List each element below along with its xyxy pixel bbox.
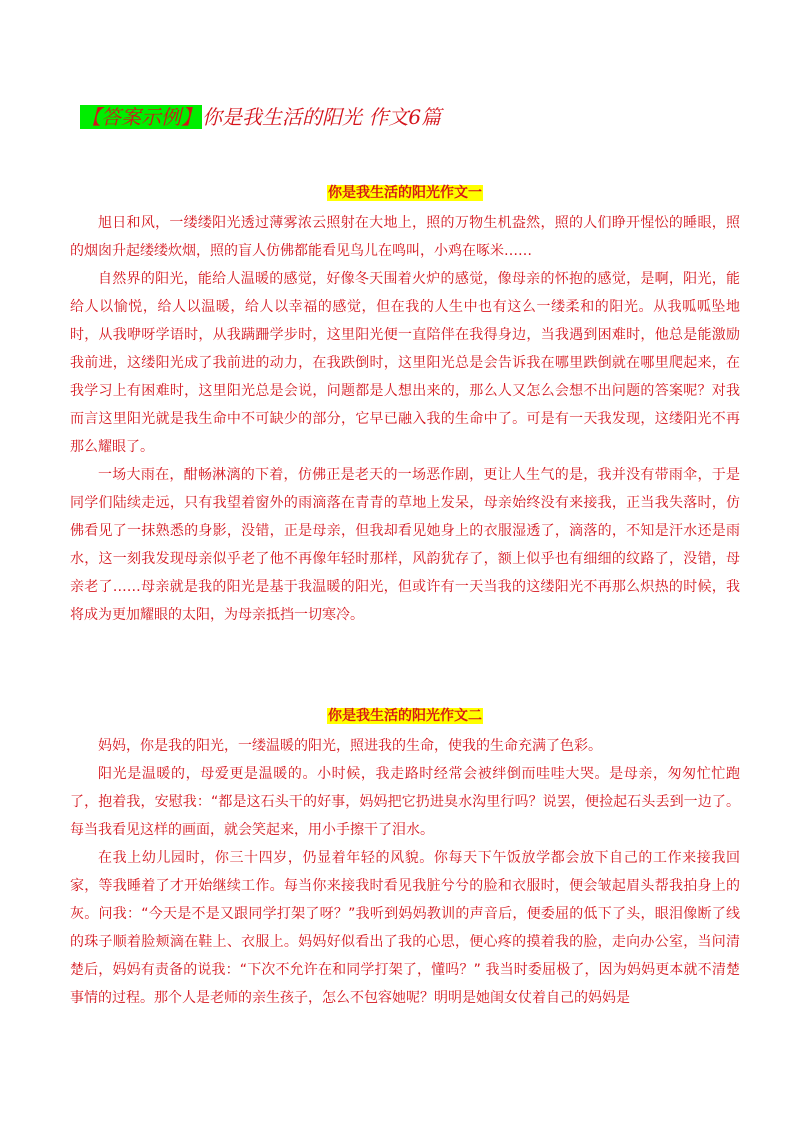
section-heading-text: 你是我生活的阳光作文一 <box>328 185 482 201</box>
title-tag: 【答案示例】 <box>81 105 201 129</box>
document-title <box>80 104 441 130</box>
title-text: 你是我生活的阳光 作文6篇 <box>202 105 442 129</box>
section-heading-text: 你是我生活的阳光作文二 <box>328 708 482 724</box>
paragraph: 自然界的阳光，能给人温暖的感觉，好像冬天围着火炉的感觉，像母亲的怀抱的感觉，是啊，阳光，能给人以愉悦，给人以温暖，给人以幸福的感觉，但在我的人生中也有这么一缕柔和的阳光。从我呱呱坠地时，从我咿呀学语时，从我蹒跚学步时，这里阳光便一直陪伴在我得身边，当我遇到困难时，他总是能激励我前进，这缕阳光成了我前进的动力，在我跌倒时，这里阳光总是会告诉我在哪里跌倒就在哪里爬起来，在我学习上有困难时，这里阳光总是会说，问题都是人想出来的，那么人又怎么会想不出问题的答案呢？对我而言这里阳光就是我生命中不可缺少的部分，它早已融入我的生命中了。可是有一天我发现，这缕阳光不再那么耀眼了。 <box>70 271 740 455</box>
paragraph: 阳光是温暖的，母爱更是温暖的。小时候，我走路时经常会被绊倒而哇哇大哭。是母亲，匆匆忙忙跑了，抱着我，安慰我：“都是这石头干的好事，妈妈把它扔进臭水沟里行吗？说罢，便捡起石头丢到一边了。每当我看见这样的画面，就会笑起来，用小手擦干了泪水。 <box>70 766 740 838</box>
section-body-1 <box>70 209 740 629</box>
paragraph: 旭日和风，一缕缕阳光透过薄雾浓云照射在大地上，照的万物生机盎然，照的人们睁开惺忪的睡眼，照的烟囱升起缕缕炊烟，照的盲人仿佛都能看见鸟儿在鸣叫，小鸡在啄米…… <box>70 215 740 259</box>
section-body-2 <box>70 732 740 1012</box>
paragraph: 一场大雨在，酣畅淋漓的下着，仿佛正是老天的一场恶作剧，更让人生气的是，我并没有带雨伞，于是同学们陆续走远，只有我望着窗外的雨滴落在青青的草地上发呆，母亲始终没有来接我，正当我失落时，仿佛看见了一抹熟悉的身影，没错，正是母亲，但我却看见她身上的衣服湿透了，滴落的，不知是汗水还是雨水，这一刻我发现母亲似乎老了他不再像年轻时那样，风韵犹存了，额上似乎也有细细的纹路了，没错，母亲老了……母亲就是我的阳光是基于我温暖的阳光，但或许有一天当我的这缕阳光不再那么炽热的时候，我将成为更加耀眼的太阳，为母亲抵挡一切寒冷。 <box>70 467 740 623</box>
section-heading-1 <box>70 183 740 203</box>
paragraph: 在我上幼儿园时，你三十四岁，仍显着年轻的风貌。你每天下午饭放学都会放下自己的工作来接我回家，等我睡着了才开始继续工作。每当你来接我时看见我脏兮兮的脸和衣服时，便会皱起眉头帮我拍身上的灰。问我：“今天是不是又跟同学打架了呀？”我听到妈妈教训的声音后，便委屈的低下了头，眼泪像断了线的珠子顺着脸颊滴在鞋上、衣服上。妈妈好似看出了我的心思，便心疼的摸着我的脸，走向办公室，当问清楚后，妈妈有责备的说我：“下次不允许在和同学打架了，懂吗？” 我当时委屈极了，因为妈妈更本就不清楚事情的过程。那个人是老师的亲生孩子，怎么不包容她呢？明明是她闺女仗着自己的妈妈是 <box>70 850 740 1006</box>
paragraph: 妈妈，你是我的阳光，一缕温暖的阳光，照进我的生命，使我的生命充满了色彩。 <box>98 738 602 754</box>
section-heading-2 <box>70 706 740 726</box>
